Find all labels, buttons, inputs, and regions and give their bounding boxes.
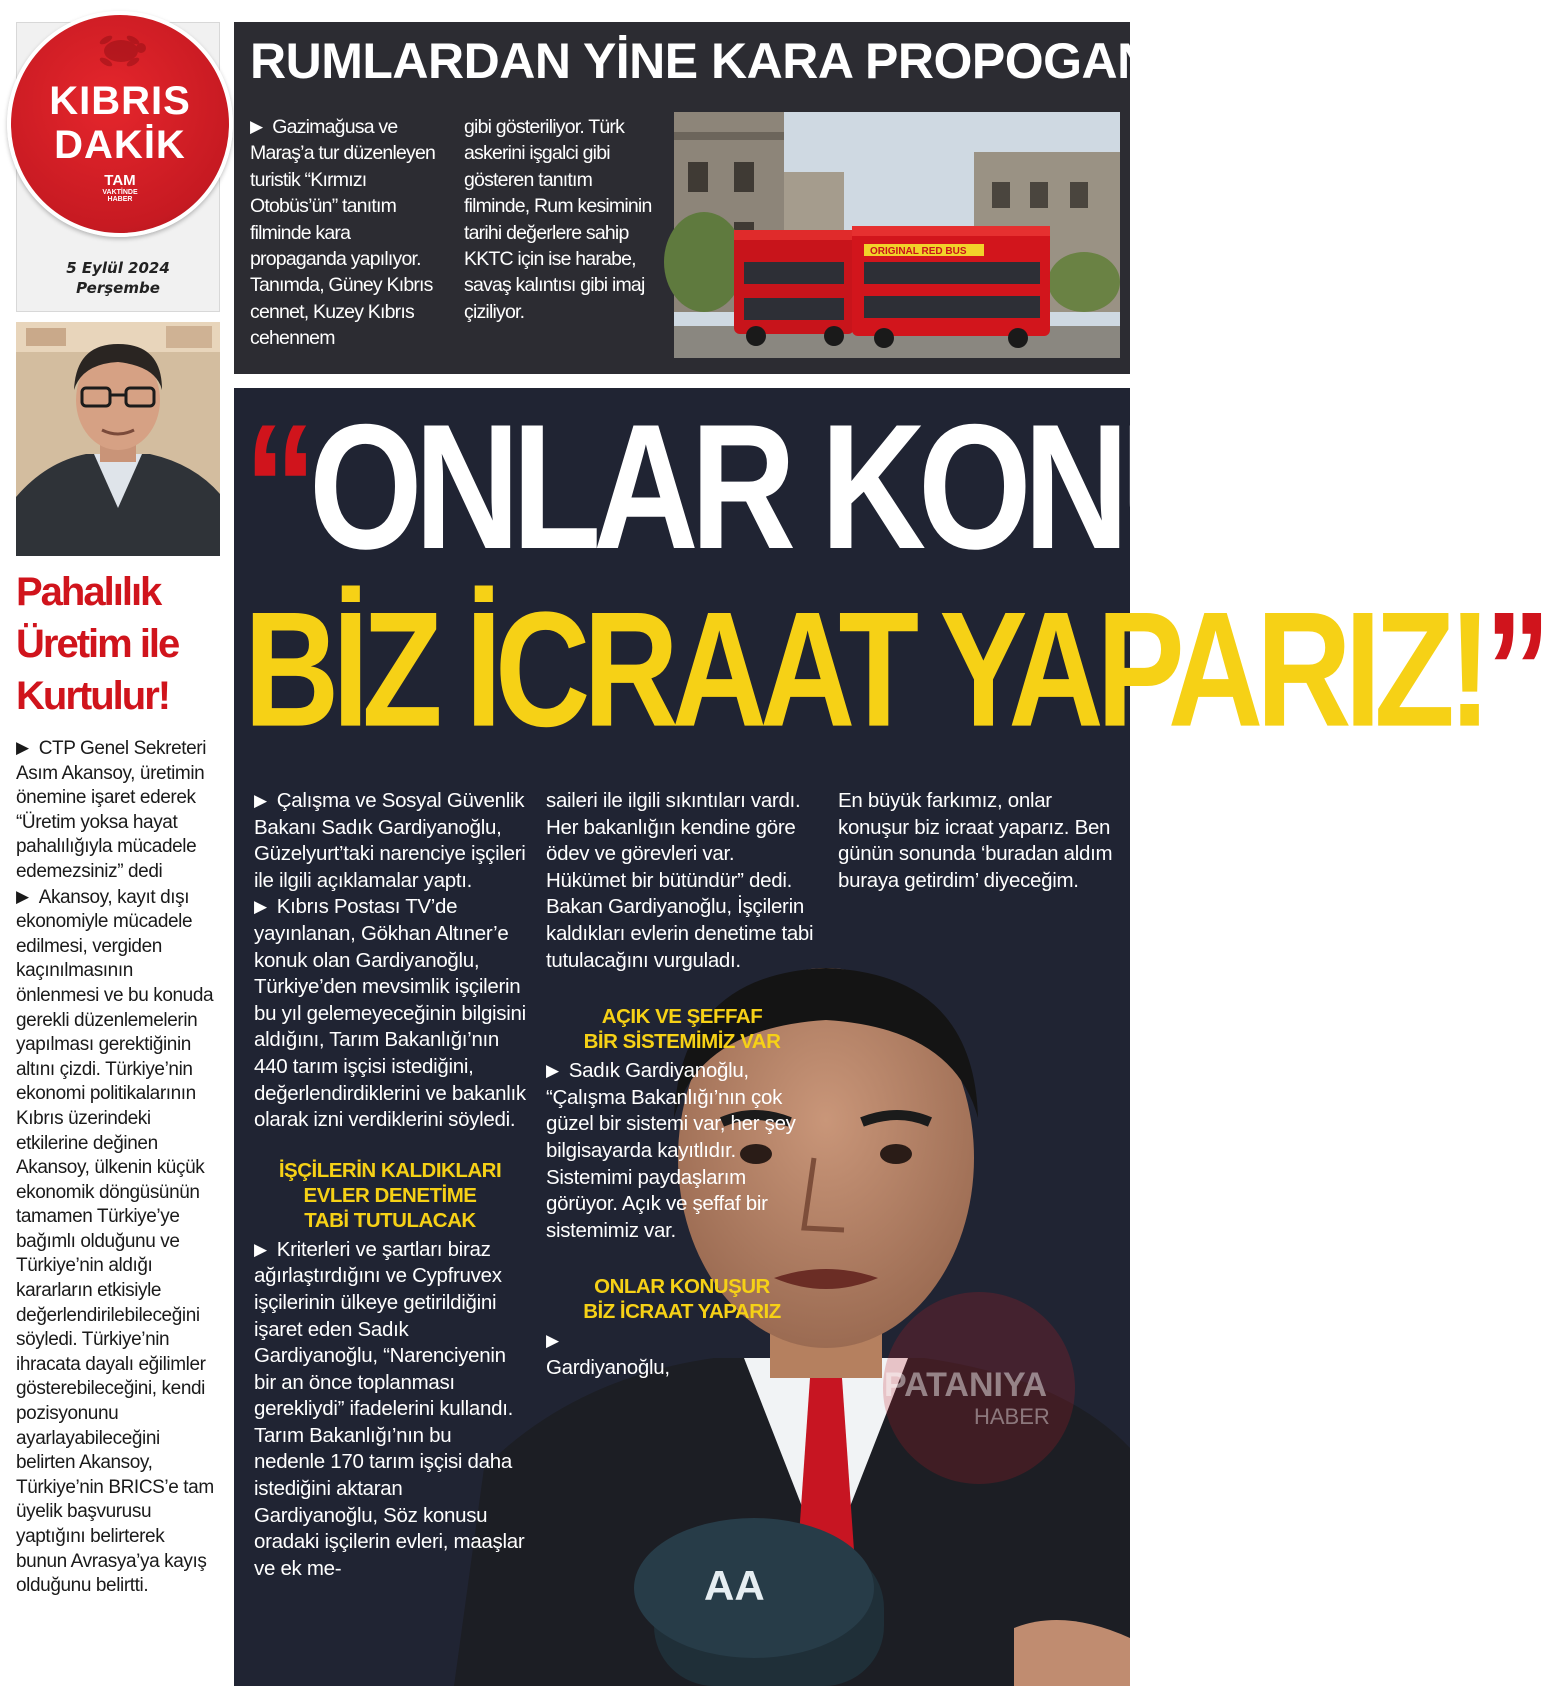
side-headline [16,566,220,722]
side-headline-line2: Üretim ile [16,622,179,666]
main-story [234,387,1544,1686]
issue-day: Perşembe [76,279,160,297]
body-paragraph-text: Kıbrıs Postası TV’de yayınlanan, Gökhan Altıner’e konuk olan Gardiyanoğlu, Türkiye’den mevsimlik işçilerin bu yıl gelemeyeceğinin bilgisini aldığını, Tarım Bakanlığı’nın 440 tarım işçisi istediğini, değerlendirdiklerini ve bakanlık olarak izni verdiklerini söyledi. [254,895,526,1132]
bullet-triangle-icon: ▶ [16,886,29,906]
subheading-they-talk-we-act [546,1274,818,1324]
akansoy-portrait-photo [16,322,220,556]
body-paragraph-text: Sadık Gardiyanoğlu, “Çalışma Bakanlığı’nın çok güzel bir sistemi var, her şey bilgisayarda kayıtlıdır. Sistemimi paydaşlarım görüyor. Açık ve şeffaf bir sistemimiz var. [546,1059,796,1242]
top-story-column-1 [250,114,440,352]
subheading-line: AÇIK VE ŞEFFAF [601,1005,763,1029]
body-paragraph [254,788,526,894]
body-paragraph-text: Kriterleri ve şartları biraz ağırlaştırdığını ve Cypfruvex işçilerinin ülkeye getirildiğini işaret eden Sadık Gardiyanoğlu, “Narenciyenin bir an önce toplanması gerekliydi” ifadelerini kullandı. Tarım Bakanlığı’nın bu nedenle 170 tarım işçisi daha istediğini aktaran Gardiyanoğlu, Söz konusu oradaki işçilerin evleri, maaşlar ve ek me- [254,1237,525,1580]
red-bus-photo [674,112,1120,358]
logo-word-kibris: KIBRIS [49,79,191,123]
body-paragraph [546,1328,676,1381]
top-story-column-2: gibi gösteriliyor. Türk askerini işgalci gibi gösteren tanıtım filminde, Rum kesiminin tarihi değerlere sahip KKTC için ise harabe, savaş kalıntısı gibi imaj çiziliyor. [464,116,652,323]
kibris-dakik-logo[interactable] [7,11,233,237]
bullet-triangle-icon: ▶ [546,1331,559,1351]
body-paragraph [254,894,526,1133]
bullet-triangle-icon: ▶ [16,738,29,757]
watermark-text: PATANIYA [884,1366,1048,1404]
red-bus-illustration [674,112,1120,358]
subheading-workers-housing [254,1158,526,1233]
bullet-triangle-icon: ▶ [254,791,267,810]
main-story-column-2 [546,788,818,1382]
subheading-line: EVLER DENETİME [303,1183,477,1207]
subheading-line: BİZ İCRAAT YAPARIZ [583,1300,781,1324]
bullet-triangle-icon: ▶ [250,117,263,136]
side-paragraph [16,885,220,1599]
logo-tam: TAM [104,172,136,189]
subheading-line: TABİ TUTULACAK [304,1208,476,1232]
main-headline-line1-text: ONLAR KONUŞUR [309,387,1503,586]
logo-tagline-line2: HABER [107,196,133,204]
main-story-column-1 [254,788,526,1582]
side-headline-line1: Pahalılık [16,570,161,614]
headline-close-quote: ” [1484,578,1544,761]
side-paragraph-text-2: Akansoy, kayıt dışı ekonomiyle mücadele edilmesi, vergiden kaçınılmasının önlenmesi ve bu konuda gerekli düzenlemelerin yapılması gerektiğinin altını çizdi. Türkiye’nin ekonomi politikalarının Kıbrıs üzerindeki etkilerine değinen Akansoy, ülkenin küçük ekonomik döngüsünün tamamen Türkiye’ye bağımlı olduğunu ve Türkiye’nin aldığı kararların etkisiyle değerlendirilebileceğini söyledi. Türkiye’nin ihracata dayalı eğilimler gösterebileceğini, kendi pozisyonunu ayarlayabileceğini belirten Akansoy, Türkiye’nin BRICS’e tam üyelik başvurusu yaptığını belirterek bunun Avrasya’ya kayış olduğunu belirtti. [16,886,214,1597]
side-paragraph [16,736,220,885]
bullet-triangle-icon: ▶ [546,1061,559,1081]
top-story-text-1: Gazimağusa ve Maraş’a tur düzenleyen turistik “Kırmızı Otobüs’ün” tanıtım filminde kara propaganda yapılıyor. Tanımda, Güney Kıbrıs cennet, Kuzey Kıbrıs cehennem [250,116,436,350]
bullet-triangle-icon: ▶ [254,1239,267,1259]
headline-open-quote: “ [244,387,309,586]
subheading-transparent-system [546,1004,818,1054]
bullet-triangle-icon: ▶ [254,897,267,917]
body-paragraph-text: Çalışma ve Sosyal Güvenlik Bakanı Sadık Gardiyanoğlu, Güzelyurt’taki narenciye işçileri ile ilgili açıklamalar yaptı. [254,789,526,892]
main-headline-line2-text: BİZ İCRAAT YAPARIZ! [244,578,1485,761]
top-story-headline: RUMLARDAN YİNE KARA PROPOGANDA [250,33,1224,89]
top-story [234,22,1224,374]
watermark-subtext: HABER [974,1404,1050,1429]
logo-tagline [11,189,229,204]
turtle-icon [91,31,151,67]
subheading-line: İŞÇİLERİN KALDIKLARI [278,1158,502,1182]
issue-date: 5 Eylül 2024 [66,259,170,277]
body-paragraph-text: Gardiyanoğlu, [546,1355,670,1379]
portrait-illustration [16,322,220,556]
side-headline-line3: Kurtulur! [16,674,170,718]
main-headline-line1 [244,387,1503,586]
main-story-column-3 [838,788,1118,894]
subheading-line: ONLAR KONUŞUR [594,1275,770,1299]
masthead [16,22,220,312]
side-story-body [16,736,220,1599]
body-paragraph [546,1058,818,1244]
aa-microphone-logo: AA [704,1562,765,1609]
bus-sign-text: ORIGINAL RED BUS [870,246,967,257]
side-paragraph-text-1: CTP Genel Sekreteri Asım Akansoy, üretimin önemine işaret ederek “Üretim yoksa hayat pahalılığıyla mücadele edemezsiniz” dedi [16,738,207,882]
subheading-line: BİR SİSTEMİMİZ VAR [583,1030,781,1054]
body-paragraph [254,1237,526,1583]
body-paragraph: saileri ile ilgili sıkıntıları vardı. Her bakanlığın kendine göre ödev ve görevleri var. Hükümet bir bütündür” dedi. Bakan Gardiyanoğlu, İşçilerin kaldıkları evlerin denetime tabi tutulacağını vurguladı. [546,789,814,972]
body-paragraph: En büyük farkımız, onlar konuşur biz icraat yaparız. Ben günün sonunda ‘buradan aldım buraya getirdim’ diyeceğim. [838,789,1113,892]
logo-tagline-line1: VAKTİNDE [102,189,138,196]
logo-word-dakik: DAKİK [54,123,186,167]
main-headline-line2 [244,578,1544,761]
